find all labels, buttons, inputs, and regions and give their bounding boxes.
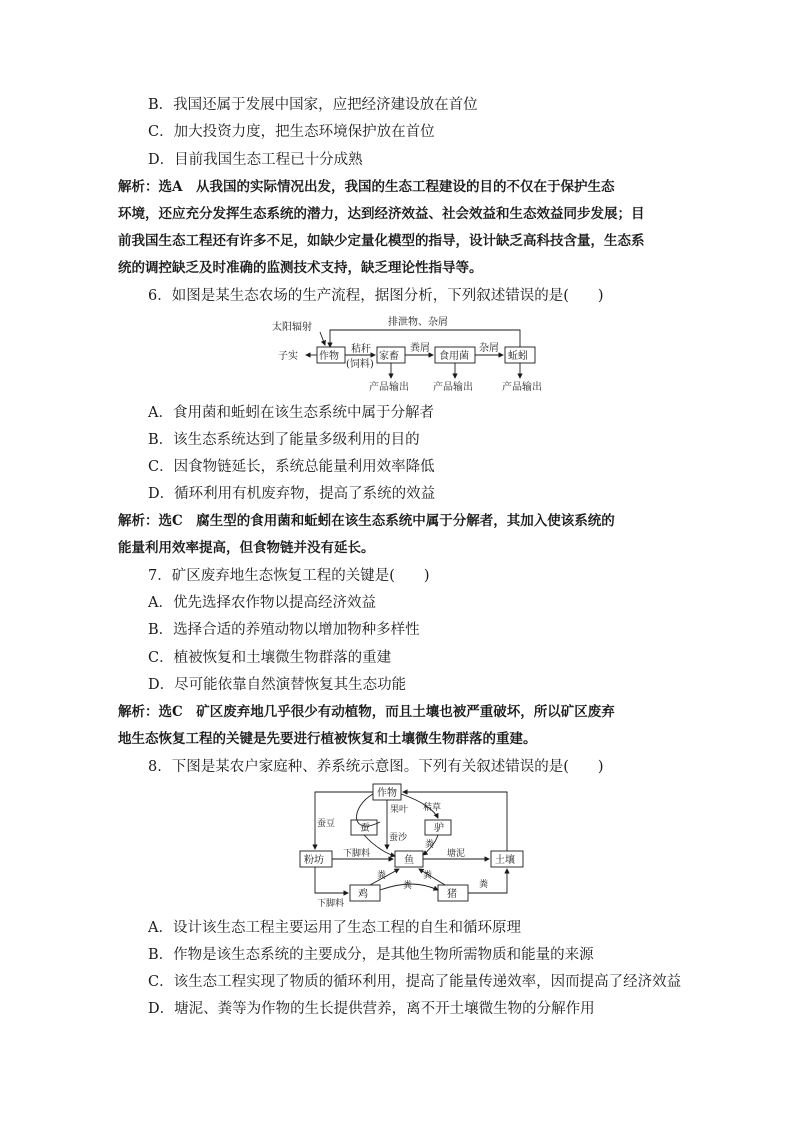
fungus-label: 食用菌 bbox=[439, 351, 469, 362]
scrap-label: 下脚料 bbox=[343, 849, 371, 859]
q6-flow-diagram bbox=[270, 310, 560, 400]
q5-option-d: D．目前我国生态工程已十分成熟 bbox=[148, 152, 363, 168]
dung-label: 粪 bbox=[425, 840, 435, 850]
q7-option-d: D．尽可能依靠自然演替恢复其生态功能 bbox=[148, 677, 407, 693]
dung-label: 粪 bbox=[403, 881, 413, 891]
q7-analysis-line: 地生态恢复工程的关键是先要进行植被恢复和土壤微生物群落的重建。 bbox=[118, 731, 537, 747]
q6-option-b: B．该生态系统达到了能量多级利用的目的 bbox=[148, 432, 420, 448]
q7-option-c: C．植被恢复和土壤微生物群落的重建 bbox=[148, 650, 392, 666]
livestock-label: 家畜 bbox=[379, 351, 399, 362]
dung-label: 粪 bbox=[377, 871, 387, 881]
q5-analysis-line: 统的调控缺乏及时准确的监测技术支持，缺乏理论性指导等。 bbox=[118, 260, 483, 276]
mill-label: 粉坊 bbox=[304, 855, 324, 866]
q5-option-b: B．我国还属于发展中国家，应把经济建设放在首位 bbox=[148, 97, 478, 113]
q8-option-a: A．设计该生态工程主要运用了生态工程的自生和循环原理 bbox=[148, 920, 521, 936]
soil-label: 土壤 bbox=[495, 855, 515, 866]
fish-label: 鱼 bbox=[404, 855, 414, 866]
output-label: 产品输出 bbox=[502, 382, 542, 393]
q6-analysis-line: 能量利用效率提高，但食物链并没有延长。 bbox=[118, 540, 375, 556]
output-label: 产品输出 bbox=[433, 382, 473, 393]
feed-label: (饲料) bbox=[346, 359, 374, 370]
straw-label: 秸草 bbox=[423, 803, 442, 813]
sand-label: 蚕沙 bbox=[389, 833, 408, 843]
q8-stem: 8．下图是某农户家庭种、养系统示意图。下列有关叙述错误的是( ) bbox=[148, 759, 604, 775]
q8-system-diagram bbox=[295, 782, 535, 910]
crop-label: 作物 bbox=[319, 351, 339, 362]
earthworm-label: 蚯蚓 bbox=[508, 351, 528, 362]
dung-label: 粪 bbox=[423, 871, 433, 881]
crop-label: 作物 bbox=[377, 788, 397, 799]
q8-option-b: B．作物是该生态系统的主要成分，是其他生物所需物质和能量的来源 bbox=[148, 947, 594, 963]
q7-analysis-line: 解析：选C 矿区废弃地几乎很少有动植物，而且土壤也被严重破坏，所以矿区废弃 bbox=[118, 704, 615, 720]
q5-analysis-line: 前我国生态工程还有许多不足，如缺少定量化模型的指导，设计缺乏高科技含量，生态系 bbox=[118, 233, 645, 249]
top-flow-label: 排泄物、杂屑 bbox=[388, 317, 448, 328]
q6-option-c: C．因食物链延长，系统总能量利用效率降低 bbox=[148, 459, 435, 475]
q6-analysis-line: 解析：选C 腐生型的食用菌和蚯蚓在该生态系统中属于分解者，其加入使该系统的 bbox=[118, 513, 615, 529]
bean-label: 蚕豆 bbox=[317, 819, 336, 829]
leaf-label: 果叶 bbox=[390, 805, 409, 815]
sun-label: 太阳辐射 bbox=[272, 322, 312, 333]
dung-label: 粪屑 bbox=[410, 343, 430, 354]
q6-option-d: D．循环利用有机废弃物，提高了系统的效益 bbox=[148, 486, 436, 502]
q6-stem: 6．如图是某生态农场的生产流程，据图分析，下列叙述错误的是( ) bbox=[148, 288, 604, 304]
q5-analysis-line: 环境，还应充分发挥生态系统的潜力，达到经济效益、社会效益和生态效益同步发展；目 bbox=[118, 206, 645, 222]
donkey-label: 驴 bbox=[434, 823, 444, 834]
straw-label: 秸秆 bbox=[351, 344, 371, 355]
q7-stem: 7．矿区废弃地生态恢复工程的关键是( ) bbox=[148, 568, 430, 584]
q7-option-a: A．优先选择农作物以提高经济效益 bbox=[148, 595, 376, 611]
chicken-label: 鸡 bbox=[358, 889, 368, 900]
output-label: 产品输出 bbox=[369, 382, 409, 393]
q8-option-d: D．塘泥、粪等为作物的生长提供营养，离不开土壤微生物的分解作用 bbox=[148, 1001, 595, 1017]
mud-label: 塘泥 bbox=[447, 849, 466, 859]
scrap-label: 下脚料 bbox=[317, 899, 345, 909]
debris-label: 杂屑 bbox=[479, 343, 499, 354]
dung-label: 粪 bbox=[479, 880, 489, 890]
q5-analysis-line: 解析：选A 从我国的实际情况出发，我国的生态工程建设的目的不仅在于保护生态 bbox=[118, 179, 615, 195]
q6-option-a: A．食用菌和蚯蚓在该生态系统中属于分解者 bbox=[148, 405, 434, 421]
pig-label: 猪 bbox=[447, 889, 457, 900]
q5-option-c: C．加大投资力度，把生态环境保护放在首位 bbox=[148, 124, 435, 140]
silkworm-label: 蚕 bbox=[360, 823, 370, 834]
q7-option-b: B．选择合适的养殖动物以增加物种多样性 bbox=[148, 622, 420, 638]
seed-label: 子实 bbox=[278, 351, 298, 362]
q8-option-c: C．该生态工程实现了物质的循环利用，提高了能量传递效率，因而提高了经济效益 bbox=[148, 974, 682, 990]
